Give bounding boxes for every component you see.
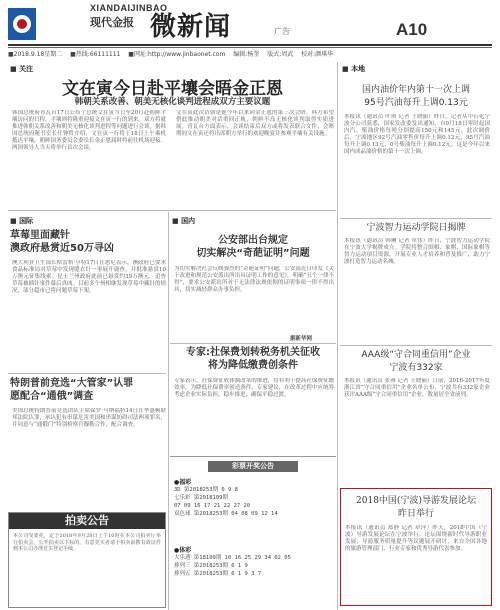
- brand-chinese: 现代金报: [90, 16, 134, 29]
- international-body: 澳大利亚卫生部长格雷格·亨特17日在悉尼表示，澳政府已要求食品标准局对草莓中发现缝衣针一事展开调查，并批准悬赏10万澳元征集线索。昆士兰州政府此前已悬赏约39万澳元，追查草莓被插针事件幕后真凶。目前多个州相继发现草莓中藏针的情况，部分超市已将问题草莓下架。: [12, 260, 166, 294]
- highlight-story-box: [340, 488, 492, 606]
- focus-bottom-rule: [8, 210, 336, 211]
- brand-english: XIANDAIJINBAO: [90, 3, 168, 13]
- info-proofreader: 校对:颜琪华: [301, 51, 334, 58]
- lottery-fc-line: 七乐彩 第2018109期: [174, 495, 228, 501]
- info-editor: 编辑:杨奎: [233, 51, 260, 58]
- lottery-tc-line: 排列三 第2018253期 6 1 9: [174, 563, 248, 569]
- international-rule: [8, 373, 166, 374]
- info-website: ■网址:http://www.jinbaonet.com: [128, 51, 226, 58]
- guardian-headline: 特朗普前竞选“大管家”认罪: [10, 378, 134, 389]
- newspaper-logo-icon: [8, 4, 76, 44]
- guardian-headline-2: 愿配合“通俄”调查: [10, 391, 94, 402]
- local-body: 本报讯（通讯员 叶琪 记者 王晓丽）昨日，记者从中石化宁波分公司获悉，国家发改委发出通知，自9月18日零时起国内汽、柴油价格每吨分别提高150元和145元。此次调价后，宁波地区92号汽油零售价每升上调0.12元，95号汽油每升上调0.13元，0号柴油每升上调0.12元。这是今年以来国内成品油价格的第十一次上调。: [344, 114, 490, 155]
- lottery-tc-line: 排列五 第2018253期 6 1 9 3 7: [174, 571, 262, 577]
- local-headline-2: 95号汽油每升上调0.13元: [364, 98, 468, 108]
- lottery-box: [170, 456, 336, 608]
- highlight-headline: 2018中国(宁波)导游发展论坛: [356, 496, 476, 506]
- header-rule-thin: [8, 47, 492, 48]
- local-headline: 国内油价年内第十一次上调: [361, 85, 470, 95]
- domestic-byline: 据新华网: [290, 336, 313, 342]
- section-label-local: ■ 本地: [342, 64, 365, 74]
- international-headline: 草莓里面藏针: [10, 230, 70, 241]
- header-rule: [8, 44, 492, 46]
- section-label-international: ■ 国际: [10, 216, 33, 226]
- auction-ad: [8, 512, 166, 608]
- ad-tag: 广告: [274, 27, 290, 36]
- highlight-headline-2: 昨日举行: [397, 509, 434, 519]
- domestic-headline: 公安部出台规定: [218, 235, 288, 246]
- academy-body: 本报讯（通讯员 韩琳 记者 章伟）昨日，宁波智力运动学院在宁波大学揭牌成立。学院将整合围棋、象棋、国际象棋等智力运动项目资源，开展专业人才培养和普及推广，助力宁波打造智力运动名城。: [344, 238, 490, 265]
- academy-rule: [340, 345, 492, 346]
- tax-body: 专家表示，社保费征收体制改革的推进，将有利于提高社保费征缴效率，为降低社保费率创造条件。专家建议，在改革过程中应统筹考虑企业实际负担，稳步推进，确保平稳过渡。: [174, 378, 334, 398]
- international-headline-2: 澳政府悬赏近50万寻凶: [10, 243, 114, 254]
- aaa-body: 本报讯（通讯员 张燕 记者 王晓丽）日前，2016-2017年度浙江省“守合同重信用”企业名单公布，宁波共有332家企业获评AAA级“守合同重信用”企业，数量居全省前列。: [344, 378, 490, 398]
- lottery-fc-line: 3D 第2018253期 0 9 8: [174, 487, 238, 493]
- lottery-fc-line: 07 09 16 17 21 22 27 20: [174, 503, 251, 509]
- lottery-sports-label: ●体彩: [174, 547, 192, 554]
- info-hotline: ■热线:66111111: [70, 51, 121, 58]
- section-label-focus: ■ 关注: [10, 64, 33, 74]
- aaa-headline-2: 宁波有332家: [389, 363, 443, 373]
- focus-headline: 文在寅今日赴平壤会晤金正恩: [62, 79, 283, 99]
- section-label-domestic: ■ 国内: [172, 216, 195, 226]
- lottery-title: 彩票开奖公告: [208, 461, 298, 472]
- focus-body-right: 文在寅此次访朝是他今年以来同金正恩的第三次会晤。韩方希望借此推动朝美对话重回正轨，朝鲜半岛无核化谈判取得实质进展。青瓦台方面表示，会谈结束后双方或将发表联合文件，会晤期间文在寅还将出席朝方举行的欢迎晚宴并参观平壤有关设施。: [176, 110, 334, 137]
- domestic-rule: [170, 343, 336, 344]
- column-divider: [168, 212, 169, 610]
- local-rule: [340, 218, 492, 219]
- focus-body-left: 韩国总统府青瓦台17日公布了总统文在寅当日至20日赴朝鲜平壤访问的日程，平壤则将隆重迎接文在寅一行的到来。双方将就推进韩朝关系改善和朝美无核化谈判进程等问题进行会谈。据韩国总统府秘书室长任钟哲介绍，文在寅一行将于18日上午乘机抵达平壤，朝鲜国务委员会委员长金正恩届时将前往机场迎接。两国领导人当天将举行首次会谈。: [12, 110, 166, 151]
- aaa-headline: AAA级“守合同重信用”企业: [361, 350, 471, 360]
- auction-title: 拍卖公告: [9, 513, 165, 529]
- auction-body: 本公司受委托，定于2018年9月28日上午10时在本公司拍卖厅举行拍卖会，公开拍卖以下标的。有意竞买者请于拍卖前携有效证件到本公司办理竞买登记手续。: [13, 533, 161, 552]
- page-number: A10: [396, 20, 428, 39]
- section-name: 微新闻: [150, 12, 232, 42]
- info-layout: 版式:周武: [267, 51, 294, 58]
- guardian-body: 美国总统特朗普前竞选团队主席保罗·马纳福特14日在华盛顿联邦法院认罪，承认犯有串谋危害美国和串谋妨碍司法两项罪名，并同意与“通俄门”特别检察官穆勒合作，配合调查。: [12, 408, 166, 428]
- lottery-fc-line: 双色球 第2018253期 04 08 09 12 14: [174, 511, 278, 517]
- domestic-body: 为切实解决社会反映强烈的“奇葩证明”问题，公安部近日印发《关于改进和规范公安派出所出具证明工作的意见》，明确“五个一律不得”，要求公安派出所对于无法律法规依据的证明事项一律不得出具，切实减轻群众办事负担。: [174, 266, 334, 293]
- highlight-body: 本报讯（通讯员 郑静 记者 章萍）昨天，2018中国（宁波）导游发展论坛在宁波举行。论坛围绕新时代导游职业发展、导游服务质量提升等议题展开研讨，来自全国各地的旅游管理部门、行业专家和优秀导游代表参加。: [345, 525, 487, 552]
- focus-subhead: 韩朝关系改善、朝美无核化谈判进程成双方主要议题: [74, 97, 271, 107]
- tax-headline-2: 将为降低缴费创条件: [208, 360, 298, 371]
- info-bar: [8, 49, 492, 60]
- domestic-headline-2: 切实解决“奇葩证明”问题: [196, 248, 310, 259]
- academy-headline: 宁波智力运动学院日揭牌: [366, 223, 466, 233]
- tax-headline: 专家:社保费划转税务机关征收: [186, 347, 320, 358]
- lottery-tc-line: 大乐透 第18109期 10 16 25 29 34 02 05: [174, 555, 291, 561]
- lottery-welfare-label: ●福彩: [174, 479, 192, 486]
- info-date: ■2018.9.18星期二: [8, 51, 63, 58]
- right-rail-divider: [337, 62, 338, 610]
